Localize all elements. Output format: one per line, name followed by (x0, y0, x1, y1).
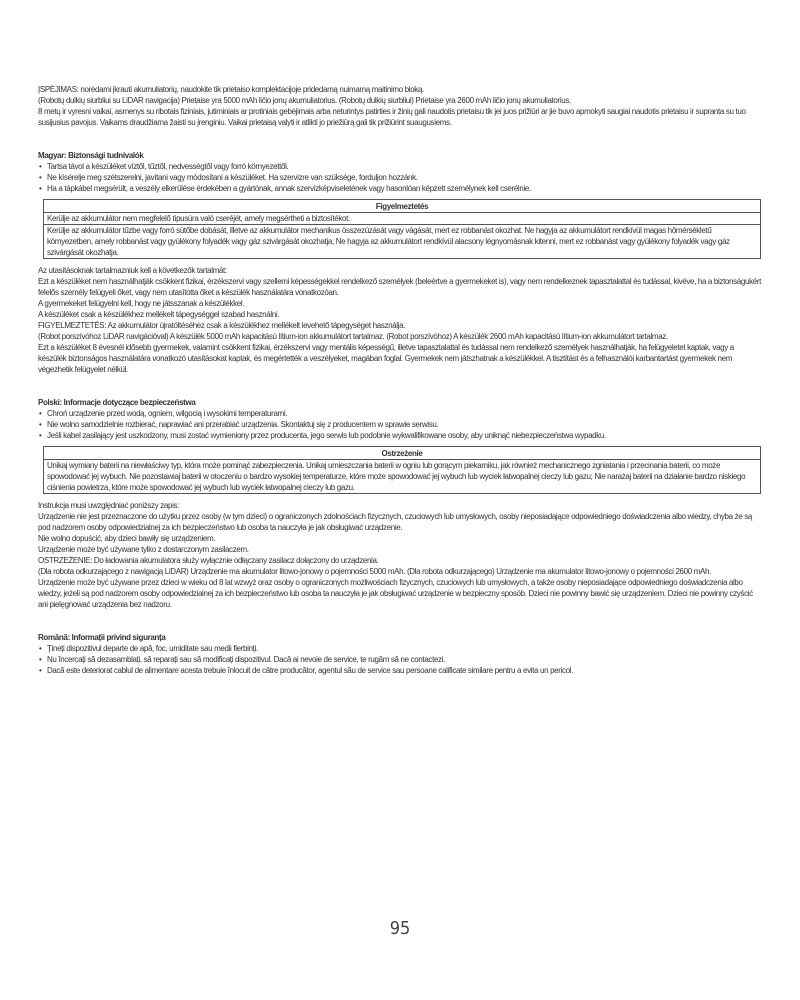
hu-section-title: Magyar: Biztonsági tudnivalók (38, 151, 144, 160)
list-item: • Tartsa távol a készüléket víztől, tűztől, nedvességtől vagy forró környezettől. (38, 161, 762, 172)
hu-instruction: Az utasításoknak tartalmazniuk kell a következők tartalmát: (38, 266, 227, 275)
hu-instruction: Ezt a készüléket 8 évesnél idősebb gyermekek, valamint csökkent fizikai, érzékszervi vagy mentális képességű, illetve tapasztalattal és tudással nem rendelkező személyek használhatják, ha felügyeletet kaptak, vagy a készülék biztonságos használatára vonatkozó utasításokat kaptak, és megértették a veszélyeket, magában foglal. Gyermekek nem játszhatnak a készülékkel. A tisztítást és a felhasználói karbantartást gyermekek nem végezhetik felügyelet nélkül. (38, 343, 734, 374)
pl-instruction: OSTRZEŻENIE: Do ładowania akumulatora służy wyłącznie odłączany zasilacz dołączony do urządzenia. (38, 556, 379, 565)
hu-instruction: A gyermekeket felügyelni kell, hogy ne játsszanak a készülékkel. (38, 299, 245, 308)
spacer (38, 610, 762, 632)
list-item: • Dacă este deteriorat cablul de alimentare acesta trebuie înlocuit de către producător, agentul său de service sau persoane calificate similare pentru a evita un pericol. (38, 665, 762, 676)
hu-bullet-list (38, 161, 762, 194)
spacer (38, 128, 762, 150)
hu-instruction: FIGYELMEZTETÉS: Az akkumulátor újratöltéséhez csak a készülékhez mellékelt levehető tápegységet használja. (38, 321, 406, 330)
hu-instruction: A készüléket csak a készülékhez mellékelt tápegységgel szabad használni. (38, 310, 280, 319)
lt-children-notice: 8 metų ir vyresni vaikai, asmenys su ribotais fiziniais, jutiminiais ar protiniais gebėjimais arba neturintys patirties ir žinių gali naudotis prietaisu tik jei juos prižiūri ar jie buvo apmokyti saugiai naudotis prietaisu ir supranta su tuo susijusius pavojus. Vaikams draudžiama žaisti su įrenginiu. Vaikai prietaisą valyti ir atlikti jo priežiūrą gali tik prižiūrint suaugusiems. (38, 107, 746, 127)
pl-warning-box (43, 446, 761, 494)
pl-instruction: Instrukcja musi uwzględniać poniższy zapis: (38, 501, 180, 510)
list-item: • Jeśli kabel zasilający jest uszkodzony, musi zostać wymieniony przez producenta, jego serwis lub podobnie wykwalifikowane osoby, aby uniknąć niebezpieczeństwa wypadku. (38, 430, 762, 441)
pl-instruction: (Dla robota odkurzającego z nawigacją LiDAR) Urządzenie ma akumulator litowo-jonowy o pojemności 5000 mAh. (Dla robota odkurzającego) Urządzenie ma akumulator litowo-jonowy o pojemności 2600 mAh. (38, 567, 712, 576)
pl-instruction: Urządzenie może być używane przez dzieci w wieku od 8 lat wzwyż oraz osoby o ograniczonych możliwościach fizycznych, czuciowych lub umysłowych, a także osoby nieposiadające odpowiedniego doświadczenia albo wiedzy, jeżeli są pod nadzorem osoby odpowiedzialnej za ich bezpieczeństwo lub osoba ta nauczyła je jak obsługiwać urządzenie w bezpieczny sposób. Dzieci nie powinny bawić się urządzeniem. Dzieci nie powinny czyścić ani pielęgnować urządzenia bez nadzoru. (38, 578, 753, 609)
pl-warning-title: Ostrzeżenie (44, 447, 760, 460)
hu-instruction: Ezt a készüléket nem használhatják csökkent fizikai, érzékszervi vagy szellemi képességekkel rendelkező személyek (beleértve a gyermekeket is), vagy nem rendelkeznek tapasztalattal és tudással, kivéve, ha a biztonságukért felelős személy felügyeli őket, vagy nem utasította őket a készülék használatára vonatkozóan. (38, 277, 762, 297)
list-item: • Nu încercați să dezasamblați, să reparați sau să modificați dispozitivul. Dacă ai nevoie de service, te rugăm să ne contactezi. (38, 654, 762, 665)
list-item: • Ne kísérelje meg szétszerelni, javítani vagy módosítani a készüléket. Ha szervizre van szüksége, forduljon hozzánk. (38, 172, 762, 183)
lt-warning-charging: ĮSPĖJIMAS: norėdami įkrauti akumuliatorių, naudokite tik prietaiso komplektacijoje pridedamą nuimamą maitinimo bloką. (38, 85, 424, 94)
pl-bullet-list (38, 408, 762, 441)
pl-instruction: Urządzenie może być używane tylko z dostarczonym zasilaczem. (38, 545, 249, 554)
lt-battery-info: (Robotų dulkių siurbliui su LiDAR navigacija) Prietaise yra 5000 mAh ličio jonų akumuliatorius. (Robotų dulkių siurbliui) Prietaise yra 2600 mAh ličio jonų akumuliatorius. (38, 96, 571, 105)
list-item: • Nie wolno samodzielnie rozbierać, naprawiać ani przerabiać urządzenia. Skontaktuj się z producentem w sprawie serwisu. (38, 419, 762, 430)
section-pl (38, 397, 762, 610)
hu-warning-box (43, 199, 761, 259)
list-item: • Ha a tápkábel megsérült, a veszély elkerülése érdekében a gyártónak, annak szervizképviseletének vagy hasonlóan képzett személynek kell cserélnie. (38, 183, 762, 194)
list-item: • Chroń urządzenie przed wodą, ogniem, wilgocią i wysokimi temperaturami. (38, 408, 762, 419)
pl-section-title: Polski: Informacje dotyczące bezpieczeństwa (38, 398, 196, 407)
section-ro (38, 632, 762, 676)
hu-instruction: (Robot porszívóhoz LiDAR navigációval) A készülék 5000 mAh kapacitású lítium-ion akkumulátort tartalmaz. (Robot porszívóhoz) A készülék 2600 mAh kapacitású lítium-ion akkumulátort tartalmaz. (38, 332, 668, 341)
pl-warning-line: Unikaj wymiany baterii na niewłaściwy typ, która może pominąć zabezpieczenia. Unikaj umieszczania baterii w ogniu lub gorącym piekarniku, jak również mechanicznego zgniatania i przecinania baterii, co może spowodować jej wybuch. Nie pozostawiaj baterii w otoczeniu o bardzo wysokiej temperaturze, które może spowodować jej wybuch lub wyciek łatwopalnej cieczy lub gazu; Nie narażaj baterii na działanie bardzo niskiego ciśnienia powietrza, które może spowodować jej wybuch lub wyciek łatwopalnej cieczy lub gazu. (47, 461, 746, 492)
list-item: • Țineți dispozitivul departe de apă, foc, umiditate sau medii fierbinți. (38, 643, 762, 654)
pl-instruction: Nie wolno dopuścić, aby dzieci bawiły się urządzeniem. (38, 534, 216, 543)
ro-bullet-list (38, 643, 762, 676)
page-number: 95 (389, 918, 411, 939)
spacer (38, 375, 762, 397)
hu-warning-title: Figyelmeztetés (44, 200, 760, 213)
manual-page (38, 84, 762, 676)
section-hu (38, 150, 762, 375)
pl-instruction: Urządzenie nie jest przeznaczone do użytku przez osoby (w tym dzieci) o ograniczonych zdolnościach fizycznych, czuciowych lub umysłowych, osoby nieposiadające odpowiedniego doświadczenia albo wiedzy, chyba że są pod nadzorem osoby odpowiedzialnej za ich bezpieczeństwo lub osoba ta nauczyła je jak obsługiwać urządzenie. (38, 512, 752, 532)
hu-warning-line: Kerülje az akkumulátor tűzbe vagy forró sütőbe dobását, illetve az akkumulátor mechanikus összezúzását vagy vágását, mert ez robbanást okozhat. Ne hagyja az akkumulátort rendkívül magas hőmérsékletű környezetben, amely robbanást vagy gyúlékony folyadék vagy gáz szivárgását okozhatja; Ne hagyja az akkumulátort rendkívül alacsony légnyomásnak kitenni, mert ez robbanást vagy gyúlékony folyadék vagy gáz szivárgását okozhatja. (47, 226, 730, 257)
section-lt (38, 84, 762, 128)
ro-section-title: Română: Informații privind siguranța (38, 633, 166, 642)
hu-warning-line: Kerülje az akkumulátor nem megfelelő típusúra való cseréjét, amely megsértheti a biztosítékot. (44, 213, 760, 225)
